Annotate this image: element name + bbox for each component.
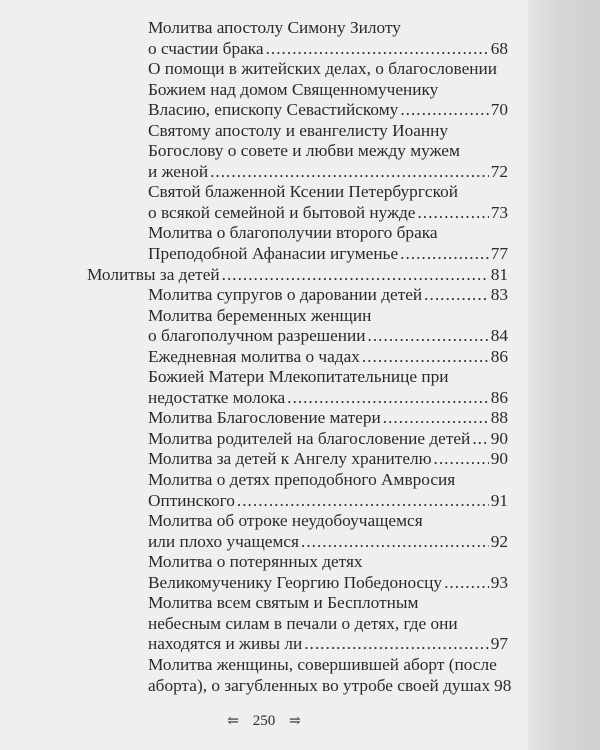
dot-leader bbox=[222, 265, 489, 286]
toc-line bbox=[0, 593, 508, 614]
dot-leader bbox=[266, 39, 489, 60]
toc-entry-title: Молитва о благополучии второго брака bbox=[148, 223, 438, 243]
toc-line bbox=[0, 306, 508, 327]
toc-line bbox=[0, 18, 508, 39]
page-number: 250 bbox=[252, 713, 276, 729]
toc-entry-title: недостатке молока bbox=[148, 387, 286, 407]
toc-page-number: 73 bbox=[490, 202, 508, 222]
toc-line bbox=[0, 285, 508, 306]
toc-entry bbox=[0, 223, 528, 264]
toc-page-number: 70 bbox=[490, 100, 508, 120]
toc-page-number: 77 bbox=[490, 244, 508, 264]
toc-page-number: 81 bbox=[490, 264, 508, 284]
toc-entry-title: Молитва всем святым и Бесплотным bbox=[148, 593, 419, 613]
dot-leader bbox=[368, 326, 489, 347]
toc-entry-title: Молитва апостолу Симону Зилоту bbox=[148, 18, 401, 37]
dot-leader bbox=[362, 347, 489, 368]
toc-entry-title: находятся и живы ли bbox=[148, 634, 303, 654]
toc-line bbox=[0, 449, 508, 470]
toc-entry bbox=[0, 470, 528, 511]
toc-entry bbox=[0, 347, 528, 368]
toc-line bbox=[0, 326, 508, 347]
toc-entry-title: Власию, епископу Севастийскому bbox=[148, 100, 399, 120]
toc-entry-title: Святому апостолу и евангелисту Иоанну bbox=[148, 120, 449, 140]
ornament-left-icon: ⥢ bbox=[227, 714, 239, 729]
toc-entry bbox=[0, 552, 528, 593]
ornament-right-icon: ⥤ bbox=[289, 714, 301, 729]
page-footer bbox=[0, 713, 528, 730]
toc-entry-title: О помощи в житейских делах, о благословении bbox=[148, 59, 498, 79]
toc-entry-title: и женой bbox=[148, 161, 209, 181]
toc-page-number: 97 bbox=[490, 634, 508, 654]
toc-entry-title: небесным силам в печали о детях, где они bbox=[148, 613, 458, 633]
toc-line bbox=[0, 367, 508, 388]
toc-page-number: 68 bbox=[490, 38, 508, 58]
toc-entry-title: Молитва Благословение матери bbox=[148, 408, 381, 428]
toc-page-number: 88 bbox=[490, 408, 508, 428]
dot-leader bbox=[304, 634, 489, 655]
toc-page-number: 86 bbox=[490, 387, 508, 407]
dot-leader bbox=[383, 408, 489, 429]
toc-entry-title: Молитва об отроке неудобоучащемся bbox=[148, 511, 423, 531]
toc-line bbox=[0, 347, 508, 368]
toc-entry-title: Преподобной Афанасии игуменье bbox=[148, 244, 399, 264]
dot-leader bbox=[287, 388, 489, 409]
toc-entry bbox=[0, 367, 528, 408]
toc-entry-title: Божием над домом Священномученику bbox=[148, 79, 439, 99]
dot-leader bbox=[210, 162, 489, 183]
toc-entry-title: Оптинского bbox=[148, 490, 235, 510]
toc-line bbox=[0, 141, 508, 162]
toc-page-number: 91 bbox=[490, 490, 508, 510]
toc-entry-title: Молитва супругов о даровании детей bbox=[148, 285, 423, 305]
dot-leader bbox=[434, 449, 489, 470]
toc-entry-title: о всякой семейной и бытовой нужде bbox=[148, 202, 416, 222]
page-edge-shadow bbox=[528, 0, 600, 750]
toc-line bbox=[0, 223, 508, 244]
toc-line bbox=[0, 388, 508, 409]
table-of-contents bbox=[0, 18, 528, 696]
toc-entry-title: Молитва за детей к Ангелу хранителю bbox=[148, 449, 432, 469]
dot-leader bbox=[417, 203, 488, 224]
toc-entry bbox=[0, 121, 528, 183]
toc-entry bbox=[0, 511, 528, 552]
toc-line bbox=[0, 552, 508, 573]
toc-entry bbox=[0, 59, 528, 121]
toc-line bbox=[0, 59, 508, 80]
toc-entry-title: Молитва родителей на благословение детей bbox=[148, 428, 471, 448]
toc-line bbox=[0, 511, 508, 532]
toc-entry bbox=[0, 18, 528, 59]
toc-page-number: 72 bbox=[490, 161, 508, 181]
toc-entry-title: Божией Матери Млекопитательнице при bbox=[148, 367, 449, 387]
toc-entry bbox=[0, 429, 528, 450]
toc-line bbox=[0, 675, 512, 697]
dot-leader bbox=[400, 100, 488, 121]
toc-line bbox=[0, 100, 508, 121]
toc-entry bbox=[0, 408, 528, 429]
toc-entry-title: Богослову о совете и любви между мужем bbox=[148, 141, 460, 161]
toc-line bbox=[0, 655, 508, 676]
toc-line bbox=[0, 408, 508, 429]
toc-line bbox=[0, 265, 508, 286]
toc-line bbox=[0, 532, 508, 553]
toc-entry-title: аборта), о загубленных во утробе своей душах bbox=[148, 675, 491, 695]
toc-entry-title: Святой блаженной Ксении Петербургской bbox=[148, 182, 458, 202]
toc-line bbox=[0, 429, 508, 450]
toc-line bbox=[0, 470, 508, 491]
dot-leader bbox=[424, 285, 489, 306]
toc-line bbox=[0, 121, 508, 142]
toc-entry bbox=[0, 593, 528, 655]
toc-line bbox=[0, 573, 508, 594]
toc-entry-title: о счастии брака bbox=[148, 38, 264, 58]
toc-entry bbox=[0, 655, 528, 696]
toc-line bbox=[0, 39, 508, 60]
toc-section-entry bbox=[0, 265, 528, 286]
toc-entry-title: Молитвы за детей bbox=[87, 264, 220, 284]
toc-line bbox=[0, 491, 508, 512]
toc-entry-title: Молитва о детях преподобного Амвросия bbox=[148, 470, 456, 490]
toc-entry-title: Ежедневная молитва о чадах bbox=[148, 346, 360, 366]
toc-entry-title: или плохо учащемся bbox=[148, 531, 299, 551]
toc-entry bbox=[0, 285, 528, 306]
toc-entry bbox=[0, 306, 528, 347]
toc-entry-title: о благополучном разрешении bbox=[148, 326, 366, 346]
toc-entry-title: Молитва женщины, совершившей аборт (после bbox=[148, 654, 497, 674]
toc-line bbox=[0, 203, 508, 224]
dot-leader bbox=[301, 532, 489, 553]
toc-page-number: 98 bbox=[494, 675, 512, 695]
toc-entry bbox=[0, 182, 528, 223]
dot-leader bbox=[400, 244, 489, 265]
toc-line bbox=[0, 162, 508, 183]
toc-page-number: 84 bbox=[490, 326, 508, 346]
toc-page-number: 90 bbox=[490, 428, 508, 448]
toc-line bbox=[0, 80, 508, 101]
toc-entry-title: Великомученику Георгию Победоносцу bbox=[148, 572, 443, 592]
toc-line bbox=[0, 634, 508, 655]
dot-leader bbox=[444, 573, 489, 594]
toc-line bbox=[0, 244, 508, 265]
toc-page-number: 83 bbox=[490, 285, 508, 305]
toc-page-number: 90 bbox=[490, 449, 508, 469]
toc-page-number: 92 bbox=[490, 531, 508, 551]
toc-page-number: 86 bbox=[490, 346, 508, 366]
dot-leader bbox=[237, 491, 489, 512]
toc-entry-title: Молитва о потерянных детях bbox=[148, 552, 363, 572]
toc-line bbox=[0, 182, 508, 203]
toc-page-number: 93 bbox=[490, 572, 508, 592]
dot-leader bbox=[472, 429, 488, 450]
toc-line bbox=[0, 614, 508, 635]
toc-entry-title: Молитва беременных женщин bbox=[148, 305, 372, 325]
toc-entry bbox=[0, 449, 528, 470]
